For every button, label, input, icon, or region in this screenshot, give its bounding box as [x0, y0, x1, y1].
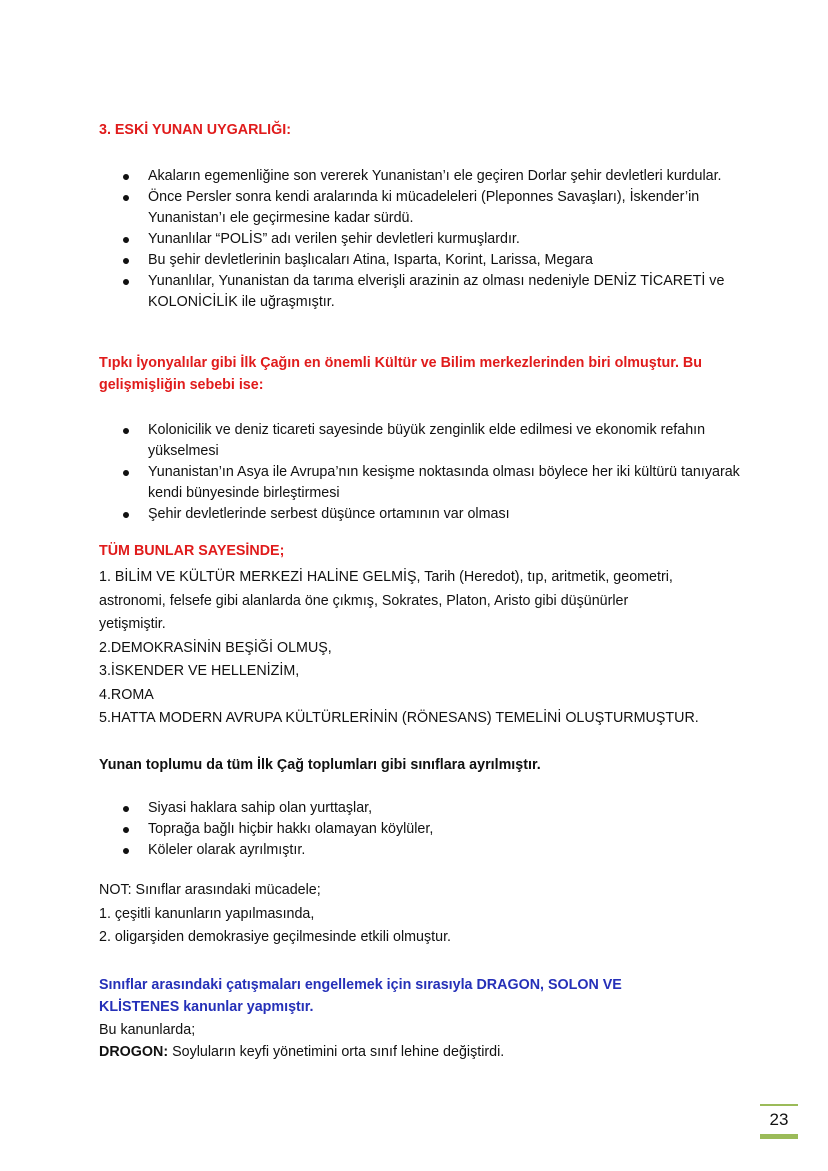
note-line: 2. oligarşiden demokrasiye geçilmesinde etkili olmuştur. [99, 929, 452, 945]
list-item: Toprağa bağlı hiçbir hakkı olamayan köylüler, [99, 819, 749, 840]
list-item: Önce Persler sonra kendi aralarında ki mücadeleleri (Pleponnes Savaşları), İskender’in Yunanistan’ı ele geçirmesine kadar sürdü. [99, 187, 749, 229]
reason-bullet-list [99, 420, 749, 525]
blue-heading [99, 975, 749, 1018]
red-heading-line2: gelişmişliğin sebebi ise: [99, 376, 264, 393]
laws-block [99, 1020, 749, 1063]
list-item: Bu şehir devletlerinin başlıcaları Atina, Isparta, Korint, Larissa, Megara [99, 250, 749, 271]
page-number-bar [760, 1134, 798, 1139]
list-item: Yunanlılar “POLİS” adı verilen şehir devletleri kurmuşlardır. [99, 229, 749, 250]
consequence-line: yetişmiştir. [99, 616, 166, 632]
blue-heading-prefix: Sınıflar arasındaki çatışmaları engellemek için sırasıyla [99, 977, 477, 993]
dragon-law [99, 1042, 749, 1064]
consequence-line: astronomi, felsefe gibi alanlarda öne çıkmış, Sokrates, Platon, Aristo gibi düşünürler [99, 592, 629, 609]
note-block [99, 879, 749, 950]
dragon-label: DROGON: [99, 1043, 169, 1060]
list-item: Şehir devletlerinde serbest düşünce ortamının var olması [99, 504, 749, 525]
consequence-line: 2.DEMOKRASİNİN BEŞİĞİ OLMUŞ, [99, 639, 332, 656]
classes-bullet-list [99, 798, 749, 861]
consequence-line: 1. BİLİM VE KÜLTÜR MERKEZİ HALİNE GELMİŞ, Tarih (Heredot), tıp, aritmetik, geometri, [99, 569, 673, 585]
page-number-rule [760, 1104, 798, 1106]
list-item: Akaların egemenliğine son vererek Yunanistan’ı ele geçiren Dorlar şehir devletleri kurdular. [99, 166, 749, 187]
consequence-line: 4.ROMA [99, 686, 154, 703]
consequences-list [99, 566, 749, 731]
blue-heading-line1 [99, 975, 749, 997]
red-heading-line1: Tıpkı İyonyalılar gibi İlk Çağın en önemli Kültür ve Bilim merkezlerinden biri olmuştur. Bu [99, 355, 702, 371]
laws-intro: Bu kanunlarda; [99, 1022, 196, 1038]
classes-heading: Yunan toplumu da tüm İlk Çağ toplumları gibi sınıflara ayrılmıştır. [99, 757, 541, 773]
blue-heading-names: DRAGON, SOLON VE [476, 977, 622, 993]
intro-bullet-list [99, 166, 749, 313]
dragon-text: Soyluların keyfi yönetimini orta sınıf lehine değiştirdi. [168, 1043, 505, 1060]
consequence-line: 3.İSKENDER VE HELLENİZİM, [99, 663, 300, 679]
list-item: Köleler olarak ayrılmıştır. [99, 840, 749, 861]
list-item: Yunanlılar, Yunanistan da tarıma elverişli arazinin az olması nedeniyle DENİZ TİCARETİ ve KOLONİCİLİK ile uğraşmıştır. [99, 271, 749, 313]
note-line: NOT: Sınıflar arasındaki mücadele; [99, 882, 321, 898]
list-item: Yunanistan’ın Asya ile Avrupa’nın kesişme noktasında olması böylece her iki kültürü tanıyarak kendi bünyesinde birleştirmesi [99, 462, 749, 504]
blue-heading-line2: KLİSTENES kanunlar yapmıştır. [99, 998, 314, 1015]
red-heading [99, 353, 749, 396]
list-item: Siyasi haklara sahip olan yurttaşlar, [99, 798, 749, 819]
page-number: 23 [769, 1110, 789, 1129]
section-title: 3. ESKİ YUNAN UYGARLIĞI: [99, 122, 291, 138]
note-line: 1. çeşitli kanunların yapılmasında, [99, 905, 315, 922]
consequence-line: 5.HATTA MODERN AVRUPA KÜLTÜRLERİNİN (RÖNESANS) TEMELİNİ OLUŞTURMUŞTUR. [99, 710, 699, 726]
list-item: Kolonicilik ve deniz ticareti sayesinde büyük zenginlik elde edilmesi ve ekonomik refahın yükselmesi [99, 420, 749, 462]
consequences-heading: TÜM BUNLAR SAYESİNDE; [99, 543, 285, 559]
